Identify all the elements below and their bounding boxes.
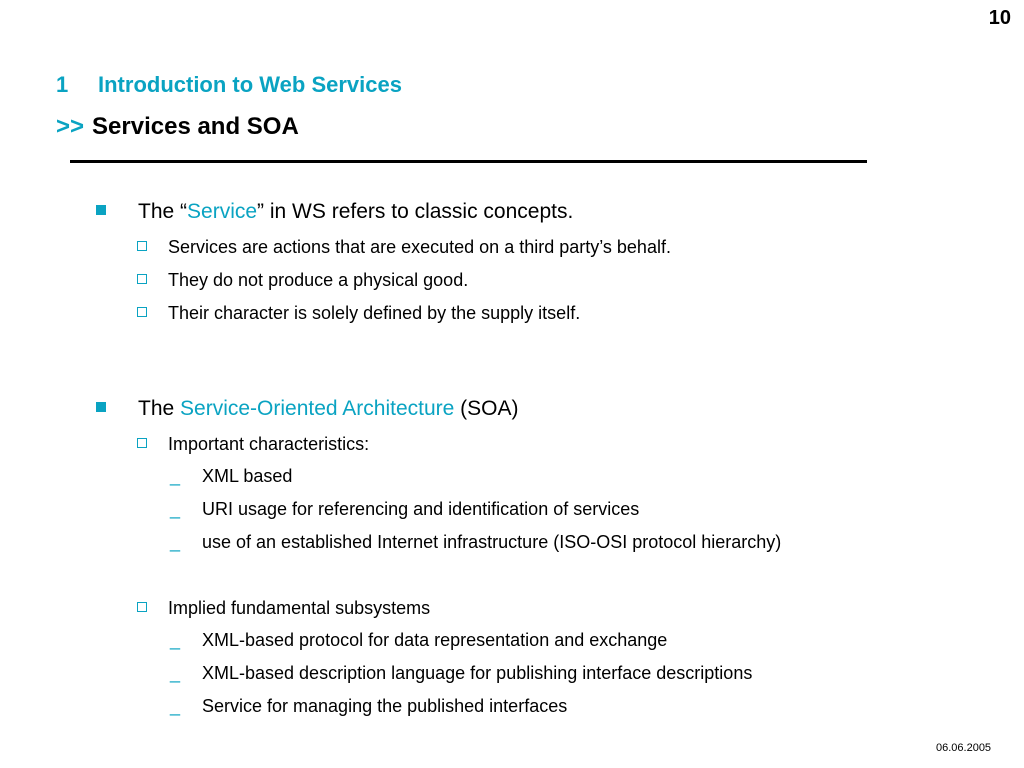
sub-bullet: Their character is solely defined by the supply itself.	[137, 303, 580, 324]
sub-bullet: They do not produce a physical good.	[137, 270, 468, 291]
dash-bullet-icon: _	[170, 532, 181, 552]
sub-bullet: Services are actions that are executed on a third party’s behalf.	[137, 237, 671, 258]
list-item: _ XML-based description language for publishing interface descriptions	[170, 663, 753, 683]
hollow-square-bullet-icon	[137, 602, 147, 612]
chapter-heading	[56, 72, 402, 98]
list-item: _ URI usage for referencing and identification of services	[170, 499, 640, 519]
title-text: Services and SOA	[92, 113, 299, 140]
title-divider	[70, 160, 867, 163]
chapter-number: 1	[56, 72, 69, 97]
dash-bullet-icon: _	[170, 696, 181, 716]
bullet-service-concept: The “Service” in WS refers to classic concepts.	[96, 200, 573, 224]
dash-bullet-icon: _	[170, 499, 181, 519]
chapter-title: Introduction to Web Services	[98, 72, 402, 97]
page-number: 10	[988, 7, 1011, 29]
highlight-service: Service	[187, 200, 258, 223]
hollow-square-bullet-icon	[137, 274, 147, 284]
hollow-square-bullet-icon	[137, 438, 147, 448]
bullet-soa: The Service-Oriented Architecture (SOA)	[96, 397, 519, 421]
square-bullet-icon	[96, 402, 106, 412]
list-item: _ Service for managing the published interfaces	[170, 696, 568, 716]
hollow-square-bullet-icon	[137, 307, 147, 317]
title-prefix: >>	[56, 113, 85, 140]
list-item: _ use of an established Internet infrastructure (ISO-OSI protocol hierarchy)	[170, 532, 782, 552]
list-item: _ XML based	[170, 466, 293, 486]
highlight-soa: Service-Oriented Architecture	[180, 397, 455, 420]
slide-title	[56, 113, 299, 141]
dash-bullet-icon: _	[170, 466, 181, 486]
dash-bullet-icon: _	[170, 663, 181, 683]
sub-bullet-characteristics: Important characteristics:	[137, 434, 369, 455]
sub-bullet-subsystems: Implied fundamental subsystems	[137, 598, 430, 619]
list-item: _ XML-based protocol for data representation and exchange	[170, 630, 668, 650]
slide-date: 06.06.2005	[936, 742, 992, 754]
square-bullet-icon	[96, 205, 106, 215]
dash-bullet-icon: _	[170, 630, 181, 650]
hollow-square-bullet-icon	[137, 241, 147, 251]
